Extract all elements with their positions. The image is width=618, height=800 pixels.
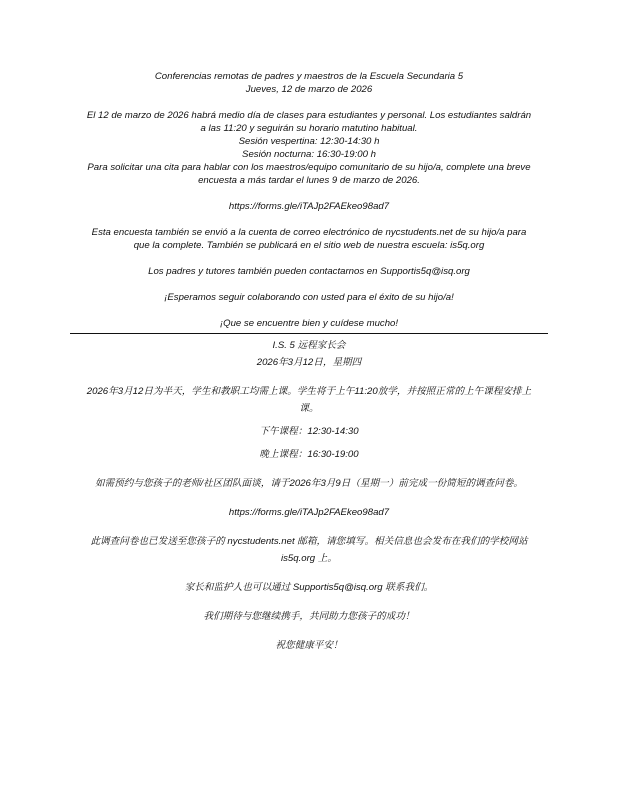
- chinese-para2: 如需预约与您孩子的老师/社区团队面谈，请于2026年3月9日（星期一）前完成一份简短的调查问卷。: [94, 478, 524, 489]
- chinese-evening-session: 晚上课程：16:30-19:00: [259, 449, 359, 460]
- spanish-survey-link[interactable]: https://forms.gle/iTAJp2FAEkeo98ad7: [228, 201, 390, 212]
- spanish-afternoon-session: Sesión vespertina: 12:30-14:30 h: [238, 136, 380, 147]
- spanish-closing: ¡Que se encuentre bien y cuídese mucho!: [219, 318, 399, 329]
- spanish-title: Conferencias remotas de padres y maestros de la Escuela Secundaria 5: [154, 71, 464, 82]
- spanish-collab: ¡Esperamos seguir colaborando con usted para el éxito de su hijo/a!: [164, 292, 454, 303]
- spanish-section: [70, 70, 548, 330]
- chinese-date: 2026年3月12日，星期四: [256, 357, 362, 368]
- spanish-contact: Los padres y tutores también pueden contactarnos en Supportis5q@isq.org: [148, 266, 470, 277]
- chinese-para1-line1: 2026年3月12日为半天，学生和教职工均需上课。学生将于上午11:20放学，并按照正常的上午课程安排上: [86, 386, 532, 397]
- spanish-para2-line1: Para solicitar una cita para hablar con los maestros/equipo comunitario de su hijo/a, complete una breve: [87, 162, 531, 173]
- chinese-contact: 家长和监护人也可以通过 Supportis5q@isq.org 联系我们。: [184, 582, 434, 593]
- chinese-section: [70, 337, 548, 654]
- chinese-para3-line2: is5q.org 上。: [281, 553, 337, 564]
- chinese-collab: 我们期待与您继续携手，共同助力您孩子的成功！: [203, 611, 415, 622]
- chinese-survey-link[interactable]: https://forms.gle/iTAJp2FAEkeo98ad7: [228, 507, 390, 518]
- spanish-date: Jueves, 12 de marzo de 2026: [245, 84, 373, 95]
- chinese-para1-line2: 课。: [299, 403, 319, 414]
- spanish-para1-line2: a las 11:20 y seguirán su horario matutino habitual.: [200, 123, 418, 134]
- spanish-evening-session: Sesión nocturna: 16:30-19:00 h: [242, 149, 376, 160]
- chinese-afternoon-session: 下午课程：12:30-14:30: [259, 426, 359, 437]
- section-divider: [70, 333, 548, 334]
- spanish-para1-line1: El 12 de marzo de 2026 habrá medio día de clases para estudiantes y personal. Los estudiantes saldrán: [86, 110, 532, 121]
- chinese-title: I.S. 5 远程家长会: [272, 340, 346, 351]
- chinese-closing: 祝您健康平安！: [275, 640, 343, 651]
- spanish-para3-line1: Esta encuesta también se envió a la cuenta de correo electrónico de nycstudents.net de su hijo/a para: [91, 227, 527, 238]
- chinese-para3-line1: 此调查问卷也已发送至您孩子的 nycstudents.net 邮箱，请您填写。相关信息也会发布在我们的学校网站: [90, 536, 528, 547]
- notice-document: [70, 70, 548, 654]
- spanish-para2-line2: encuesta a más tardar el lunes 9 de marzo de 2026.: [198, 175, 420, 186]
- spanish-para3-line2: que la complete. También se publicará en el sitio web de nuestra escuela: is5q.org: [133, 240, 485, 251]
